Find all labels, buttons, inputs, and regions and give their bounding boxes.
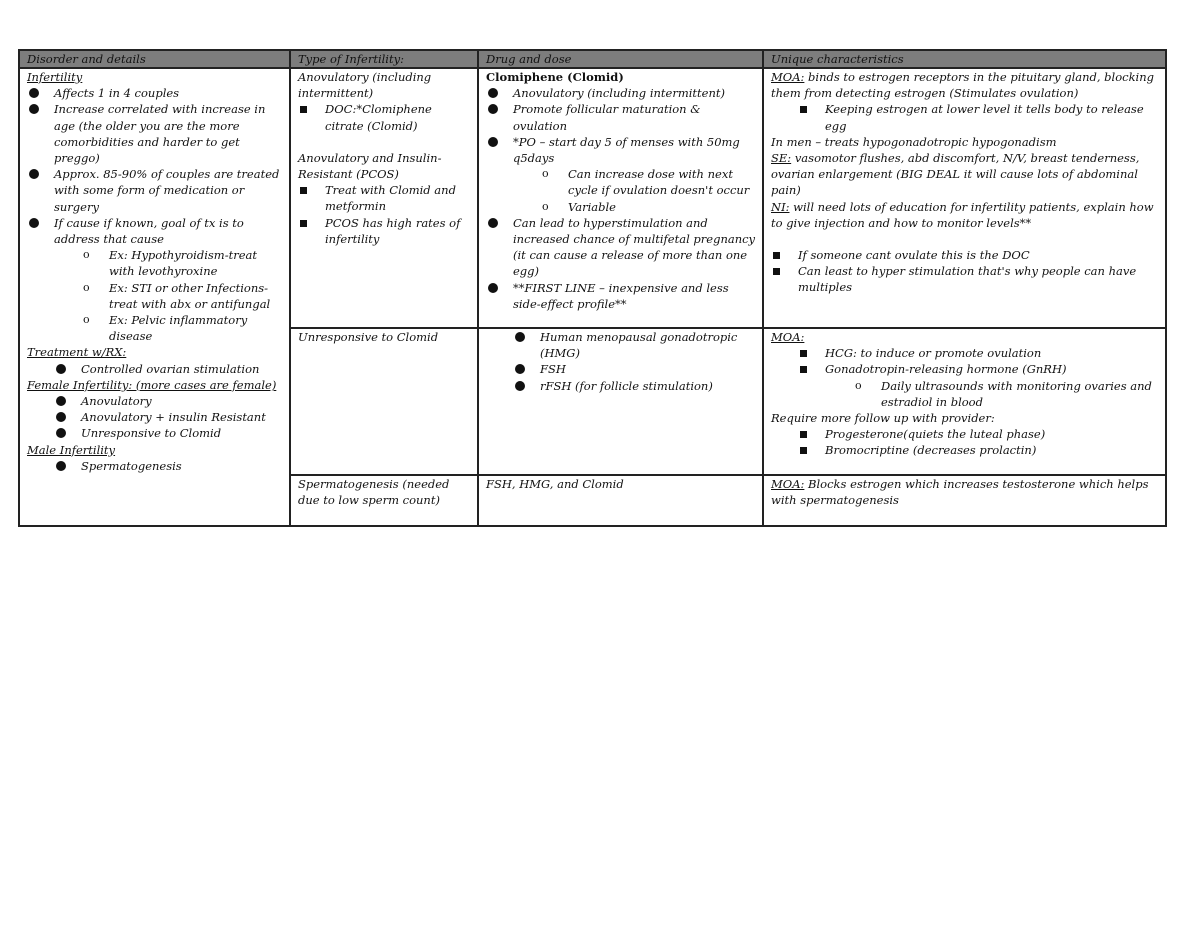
female-title: Female Infertility: (more cases are female)	[27, 377, 277, 392]
square-bullet-icon	[773, 252, 780, 259]
square-bullet-icon	[300, 187, 307, 194]
type-heading: Anovulatory and Insulin-Resistant (PCOS)	[298, 150, 442, 182]
header-unique: Unique characteristics	[763, 50, 1166, 68]
list-item: o Daily ultrasounds with monitoring ovaries and estradiol in blood	[855, 378, 1152, 409]
unique-cell-unresponsive	[763, 328, 1166, 475]
list-item: Gonadotropin-releasing hormone (GnRH)	[771, 361, 1161, 377]
sub-bullet-icon: o	[542, 167, 549, 181]
list-item: **FIRST LINE – inexpensive and less side-effect profile**	[486, 280, 758, 312]
bullet-icon	[56, 412, 66, 422]
square-bullet-icon	[800, 447, 807, 454]
sub-bullet-icon: o	[83, 313, 90, 327]
bullet-icon	[56, 396, 66, 406]
bullet-icon	[488, 88, 498, 98]
drug-cell-unresponsive	[478, 328, 763, 475]
disorder-cell	[19, 68, 290, 526]
drug-cell-spermatogenesis: FSH, HMG, and Clomid	[478, 475, 763, 526]
bullet-icon	[515, 332, 525, 342]
bullet-icon	[56, 364, 66, 374]
bullet-icon	[515, 381, 525, 391]
bullet-icon	[515, 364, 525, 374]
square-bullet-icon	[800, 431, 807, 438]
list-item: Anovulatory + insulin Resistant	[27, 409, 285, 425]
type-heading: Anovulatory (including intermittent)	[298, 70, 432, 101]
infertility-title: Infertility	[27, 70, 83, 84]
list-item: Promote follicular maturation & ovulation	[486, 101, 758, 133]
header-row	[19, 50, 1166, 68]
bullet-icon	[488, 218, 498, 228]
list-item: HCG: to induce or promote ovulation	[771, 345, 1161, 361]
list-item: Progesterone(quiets the luteal phase)	[771, 426, 1161, 442]
header-disorder: Disorder and details	[19, 50, 290, 68]
require-line: Require more follow up with provider:	[771, 411, 995, 426]
list-item: Bromocriptine (decreases prolactin)	[771, 442, 1161, 458]
sub-bullet-icon: o	[542, 199, 549, 213]
list-item: Can lead to hyperstimulation and increased chance of multifetal pregnancy (it can cause a release of more than one egg)	[486, 215, 758, 280]
list-item: Affects 1 in 4 couples	[27, 85, 285, 101]
drug-table	[18, 49, 1167, 527]
type-cell-anovulatory	[290, 68, 478, 328]
list-item: If someone cant ovulate this is the DOC	[771, 247, 1161, 263]
table-row	[19, 68, 1166, 328]
list-item: o Can increase dose with next cycle if ovulation doesn't occur	[542, 167, 750, 198]
list-item: PCOS has high rates of infertility	[298, 215, 473, 247]
list-item: Spermatogenesis	[27, 458, 285, 474]
bullet-icon	[488, 283, 498, 293]
list-item: o Ex: STI or other Infections-treat with abx or antifungal	[83, 280, 271, 311]
se-line: SE: vasomotor flushes, abd discomfort, N/V, breast tenderness, ovarian enlargement (BIG DEAL it will cause lots of abdominal pain)	[771, 151, 1140, 198]
list-item: Can least to hyper stimulation that's why people can have multiples	[771, 263, 1161, 295]
type-cell-unresponsive: Unresponsive to Clomid	[290, 328, 478, 475]
square-bullet-icon	[800, 350, 807, 357]
sub-bullet-icon: o	[83, 280, 90, 294]
list-item: Approx. 85-90% of couples are treated with some form of medication or surgery	[27, 166, 285, 215]
list-item: o Variable	[542, 199, 616, 214]
drug-cell-clomid	[478, 68, 763, 328]
drug-title: Clomiphene (Clomid)	[486, 70, 624, 84]
square-bullet-icon	[300, 106, 307, 113]
header-type: Type of Infertility:	[290, 50, 478, 68]
list-item: DOC:*Clomiphene citrate (Clomid)	[298, 101, 473, 133]
sub-bullet-icon: o	[83, 248, 90, 262]
bullet-icon	[29, 169, 39, 179]
list-item: Anovulatory	[27, 393, 285, 409]
list-item: Keeping estrogen at lower level it tells body to release egg	[771, 101, 1161, 133]
treatment-title: Treatment w/RX:	[27, 345, 127, 360]
unique-cell-clomid	[763, 68, 1166, 328]
header-drug: Drug and dose	[478, 50, 763, 68]
bullet-icon	[56, 428, 66, 438]
bullet-icon	[488, 104, 498, 114]
bullet-icon	[488, 137, 498, 147]
square-bullet-icon	[773, 268, 780, 275]
bullet-icon	[56, 461, 66, 471]
square-bullet-icon	[800, 106, 807, 113]
square-bullet-icon	[800, 366, 807, 373]
bullet-icon	[29, 104, 39, 114]
list-item: o Ex: Hypothyroidism-treat with levothyroxine	[83, 248, 257, 279]
list-item: Controlled ovarian stimulation	[27, 361, 285, 377]
men-line: In men – treats hypogonadotropic hypogonadism	[771, 134, 1057, 149]
bullet-icon	[29, 218, 39, 228]
list-item: Treat with Clomid and metformin	[298, 182, 473, 214]
moa-line: MOA: binds to estrogen receptors in the pituitary gland, blocking them from detecting estrogen (Stimulates ovulation)	[771, 70, 1154, 101]
list-item: o Ex: Pelvic inflammatory disease	[83, 313, 248, 344]
list-item: rFSH (for follicle stimulation)	[486, 378, 758, 394]
male-title: Male Infertility	[27, 442, 116, 457]
list-item: If cause if known, goal of tx is to address that cause	[27, 215, 285, 247]
list-item: *PO – start day 5 of menses with 50mg q5days	[486, 134, 758, 166]
list-item: Human menopausal gonadotropic (HMG)	[486, 329, 758, 361]
moa-label: MOA:	[771, 330, 805, 344]
list-item: Increase correlated with increase in age (the older you are the more comorbidities and harder to get preggo)	[27, 101, 285, 166]
ni-line: NI: will need lots of education for infertility patients, explain how to give injection and how to monitor levels**	[771, 199, 1154, 230]
list-item: Unresponsive to Clomid	[27, 425, 285, 441]
type-cell-spermatogenesis: Spermatogenesis (needed due to low sperm count)	[290, 475, 478, 526]
moa-label: MOA:	[771, 477, 805, 491]
bullet-icon	[29, 88, 39, 98]
moa-text: Blocks estrogen which increases testosterone which helps with spermatogenesis	[771, 477, 1149, 508]
square-bullet-icon	[300, 220, 307, 227]
unique-cell-spermatogenesis	[763, 475, 1166, 526]
list-item: FSH	[486, 361, 758, 377]
sub-bullet-icon: o	[855, 378, 862, 392]
list-item: Anovulatory (including intermittent)	[486, 85, 758, 101]
